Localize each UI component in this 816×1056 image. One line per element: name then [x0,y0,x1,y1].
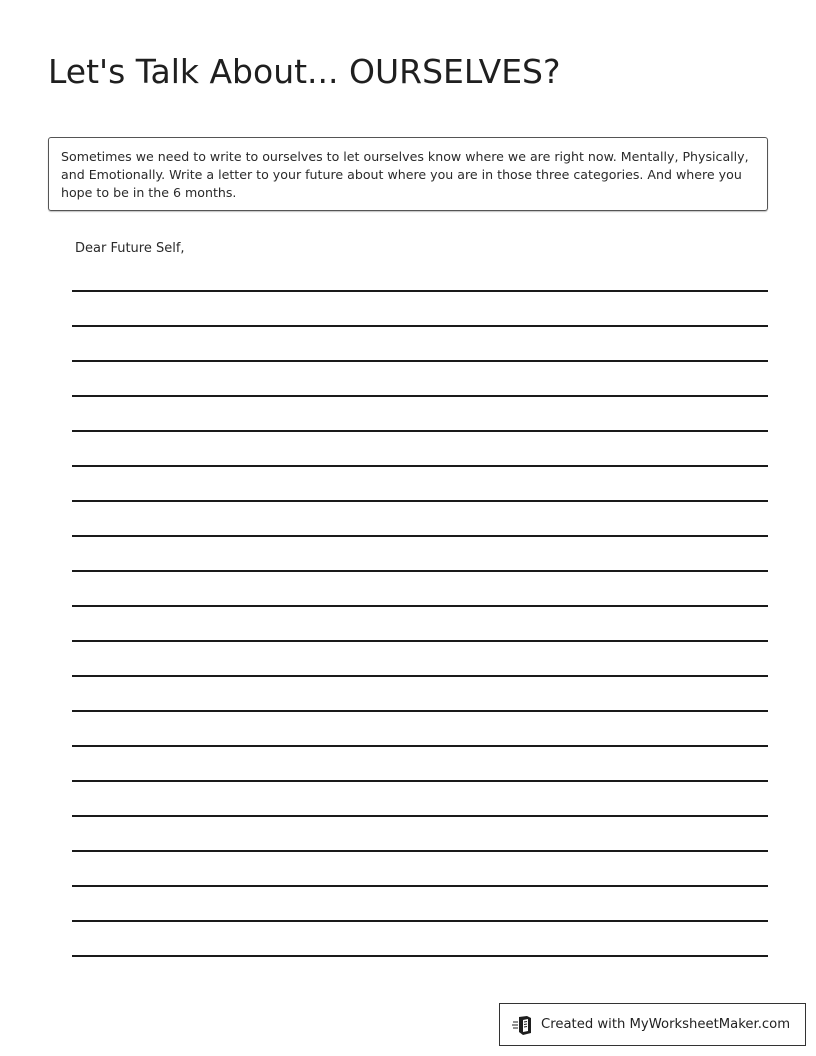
writing-line[interactable] [72,360,768,362]
writing-line[interactable] [72,850,768,852]
writing-line[interactable] [72,675,768,677]
writing-line[interactable] [72,745,768,747]
writing-line[interactable] [72,920,768,922]
writing-line[interactable] [72,290,768,292]
writing-line[interactable] [72,465,768,467]
writing-line[interactable] [72,395,768,397]
page-title: Let's Talk About... OURSELVES? [48,52,561,91]
writing-line[interactable] [72,500,768,502]
writing-line[interactable] [72,570,768,572]
writing-line[interactable] [72,815,768,817]
footer-badge[interactable] [499,1003,806,1046]
writing-line[interactable] [72,605,768,607]
writing-line[interactable] [72,955,768,957]
letter-greeting: Dear Future Self, [75,241,185,256]
footer-credit-text: Created with MyWorksheetMaker.com [541,1017,791,1032]
writing-line[interactable] [72,780,768,782]
instructions-box: Sometimes we need to write to ourselves to let ourselves know where we are right now. Mentally, Physically, and Emotionally. Write a letter to your future about where you are in those three categories. And where you hope to be in the 6 months. [48,137,768,211]
writing-line[interactable] [72,710,768,712]
writing-line[interactable] [72,430,768,432]
writing-lines [72,290,768,960]
book-logo-icon [512,1014,534,1036]
writing-line[interactable] [72,325,768,327]
writing-line[interactable] [72,640,768,642]
writing-line[interactable] [72,885,768,887]
writing-line[interactable] [72,535,768,537]
